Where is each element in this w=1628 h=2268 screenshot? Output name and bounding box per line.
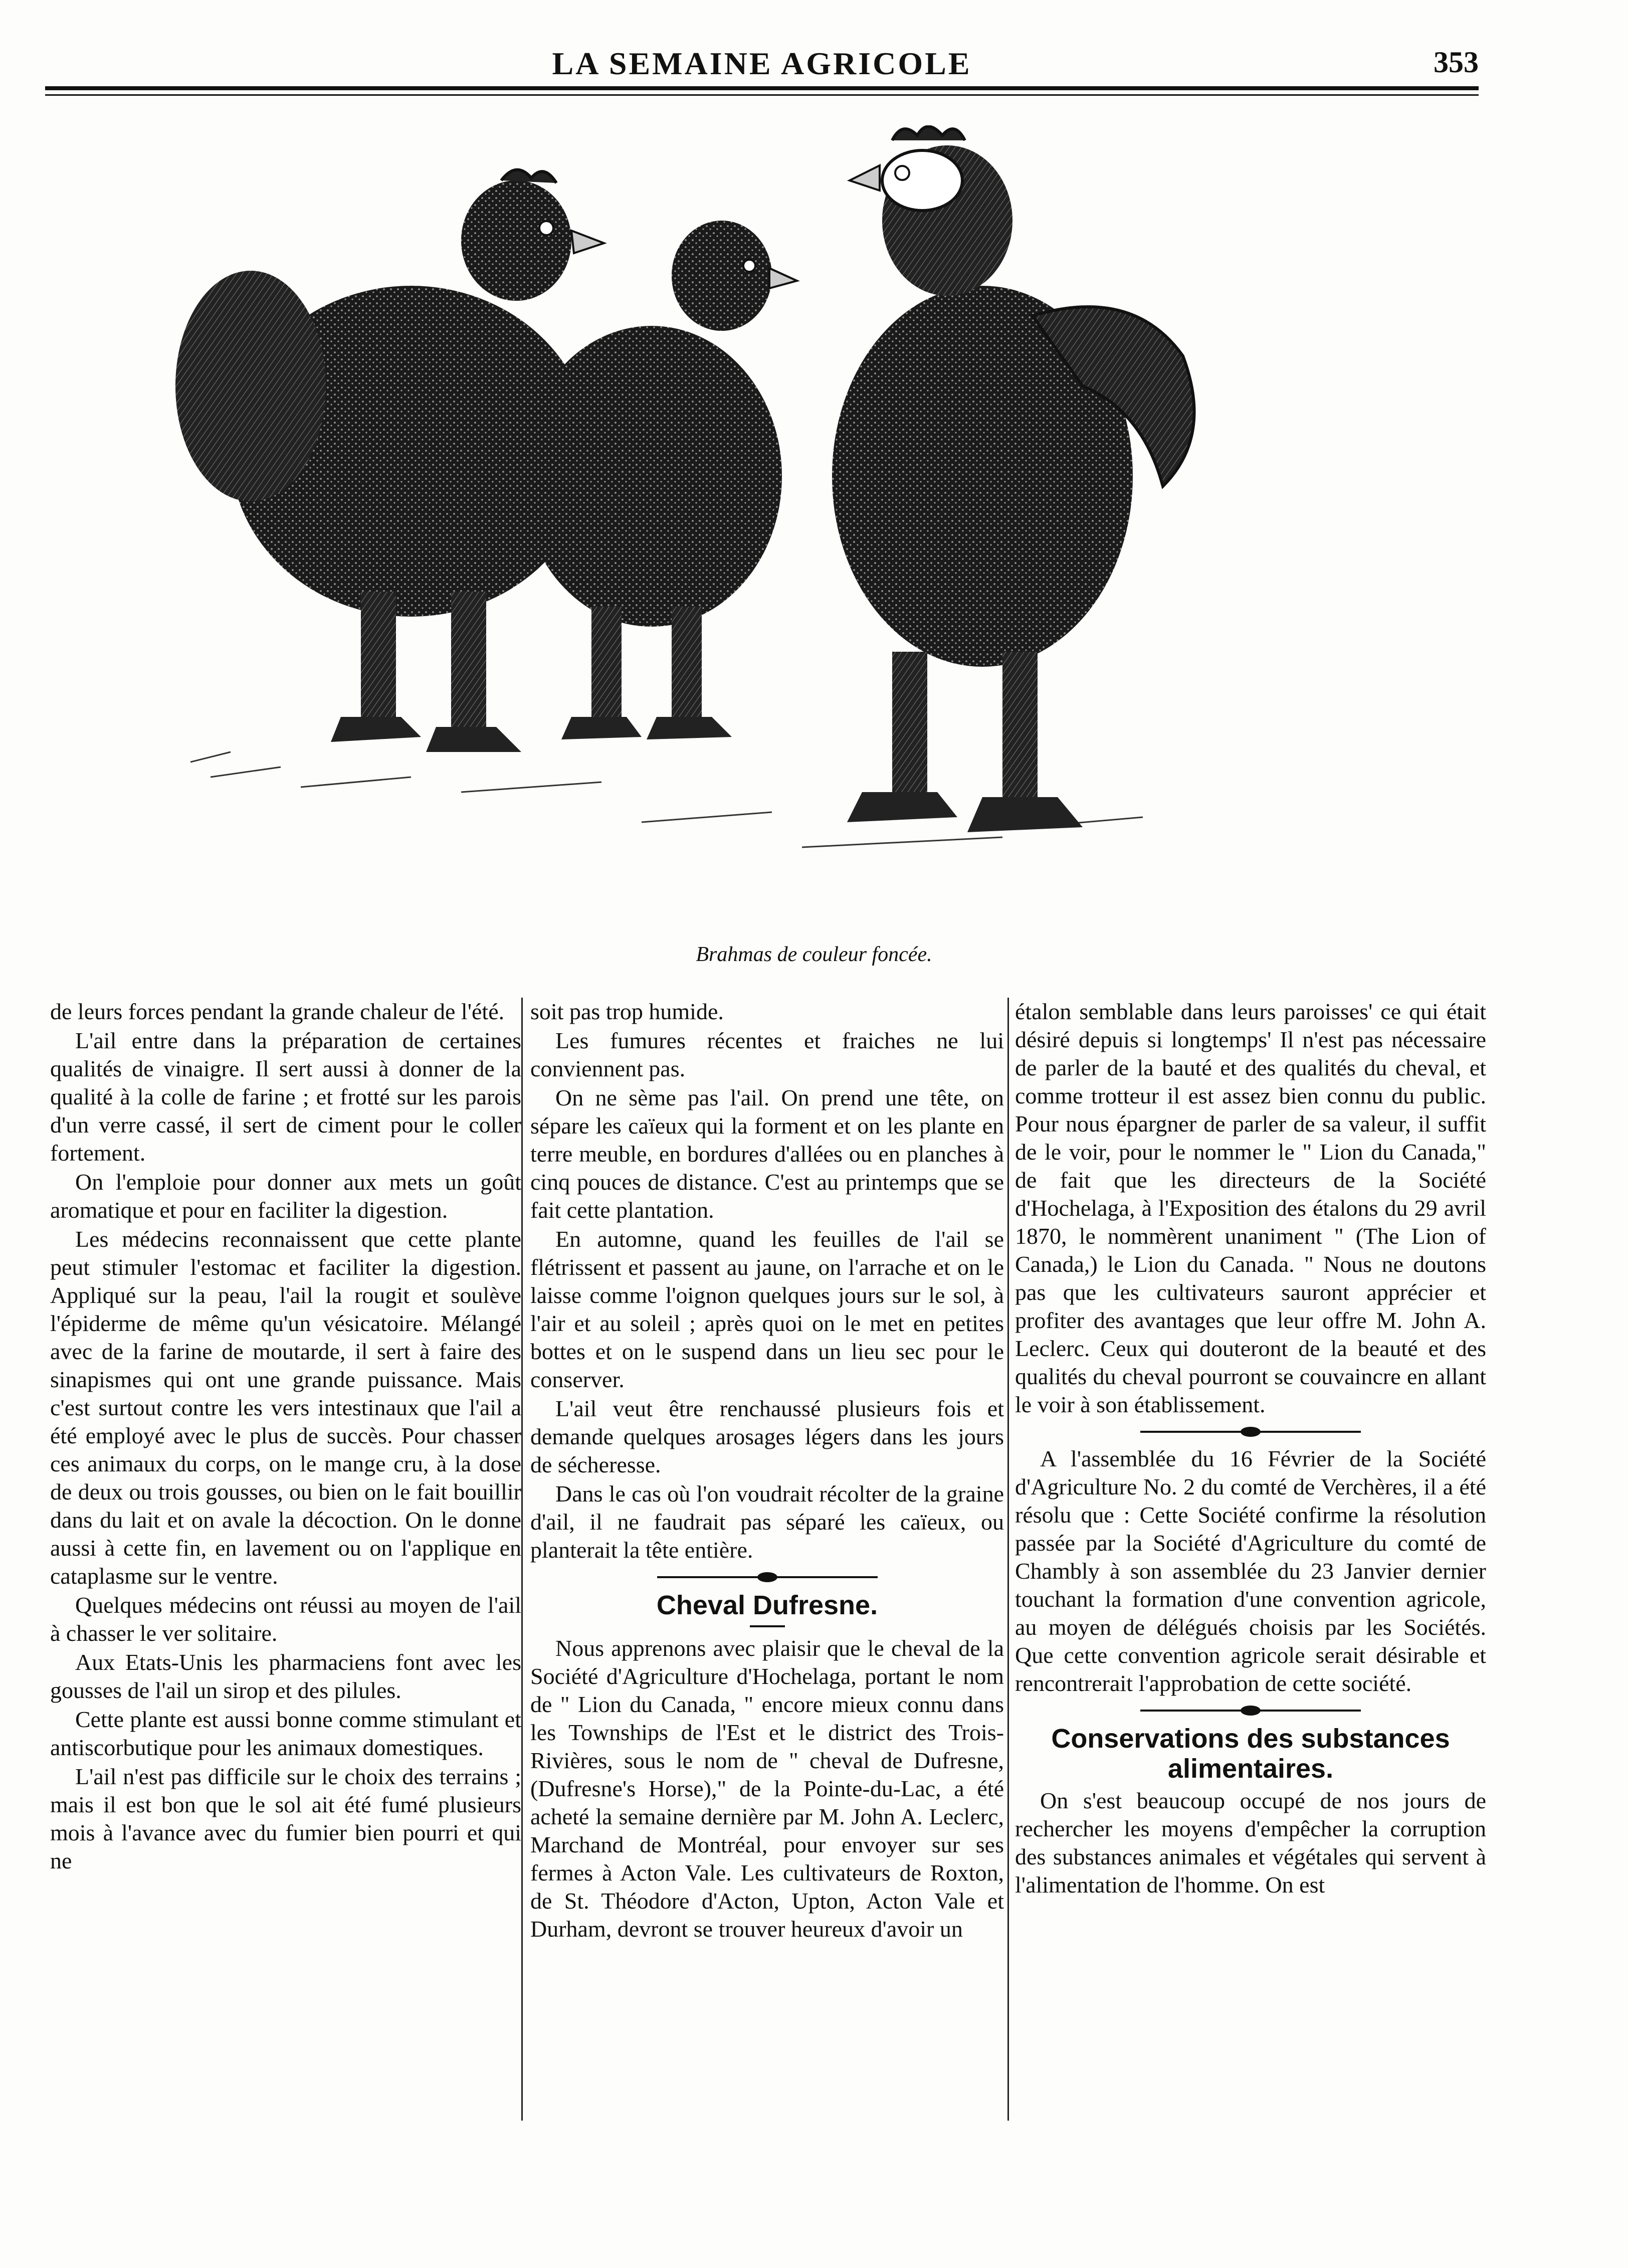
hen-middle xyxy=(521,221,797,739)
header-rule-thin xyxy=(45,94,1479,96)
paragraph: L'ail veut être renchaussé plusieurs fois et demande quelques arosages légers dans les jours de sécheresse. xyxy=(530,1396,1004,1477)
header-rule xyxy=(45,86,1479,90)
article-heading: Cheval Dufresne. xyxy=(656,1590,878,1620)
paragraph: Aux Etats-Unis les pharmaciens font avec les gousses de l'ail un sirop et des pilules. xyxy=(50,1649,521,1703)
paragraph: Nous apprenons avec plaisir que le cheval de la Société d'Agriculture d'Hochelaga, portant le nom de " Lion du Canada, " encore mieux connu dans les Townships de l'Est et le district des Trois-Rivières, sous le nom de " cheval de Dufresne, (Dufresne's Horse)," de la Pointe-du-Lac, a été acheté la semaine dernière par M. John A. Leclerc, Marchand de Montréal, pour envoyer sur ses fermes à Acton Vale. Les cultivateurs de Roxton, de St. Théodore d'Acton, Upton, Acton Vale et Durham, devront se trouver heureux d'avoir un xyxy=(530,1635,1004,1942)
paragraph: En automne, quand les feuilles de l'ail se flétrissent et passent au jaune, on l'arrache et on le laisse comme l'oignon quelques jours sur le sol, à l'air et au soleil ; après quoi on le met en petites bottes et on le suspend dans un lieu sec pour le conserver. xyxy=(530,1226,1004,1392)
column-2 xyxy=(530,998,1004,1944)
paragraph: Les médecins reconnaissent que cette plante peut stimuler l'estomac et faciliter la digestion. Appliqué sur la peau, l'ail la rougit et soulève l'épiderme de même qu'un vésicatoire. Mélangé avec de la farine de moutarde, il sert à faire des sinapismes qui ont une grande puissance. Mais c'est surtout contre les vers intestinaux que l'ail a été employé avec le plus de succès. Pour chasser ces animaux du corps, on le mange cru, à la dose de deux ou trois gousses, ou bien on le fait bouillir dans du lait et on avale la décoction. On le donne aussi à cette fin, en lavement ou on l'applique en cataplasme sur le ventre. xyxy=(50,1226,521,1589)
article-heading: Conservations des substances alimentaires. xyxy=(1051,1724,1450,1784)
paragraph: étalon semblable dans leurs paroisses' ce qui était désiré depuis si longtemps' Il n'est pas nécessaire de parler de la bauté et des qualités du cheval, et comme trotteur il est assez bien connu du public. Pour nous épargner de parler de sa valeur, il suffit de le voir, pour le nommer le " Lion du Canada," de fait que les directeurs de la Société d'Hochelaga, à l'Exposition des étalons du 29 avril 1870, le nommèrent unaniment " (The Lion of Canada,) le Lion du Canada. " Nous ne doutons pas que les cultivateurs sauront apprécier et profiter des avantages que leur offre M. John A. Leclerc. Ceux qui douteront de la beauté et des qualités du cheval pourront se couvaincre en allant le voir à son établissement. xyxy=(1015,999,1486,1417)
section-separator xyxy=(1140,1704,1361,1718)
column-1 xyxy=(50,998,521,1876)
paragraph: On l'emploie pour donner aux mets un goût aromatique et pour en faciliter la digestion. xyxy=(50,1169,521,1223)
column-divider xyxy=(521,998,523,2121)
brahma-chickens-engraving xyxy=(150,125,1228,887)
illustration-caption: Brahmas de couleur foncée. xyxy=(696,943,932,966)
section-separator xyxy=(1140,1425,1361,1439)
journal-title: LA SEMAINE AGRICOLE xyxy=(552,46,972,81)
paragraph: de leurs forces pendant la grande chaleur de l'été. xyxy=(50,999,505,1024)
paragraph: Dans le cas où l'on voudrait récolter de la graine d'ail, il ne faudrait pas séparé les caïeux, ou planterait la tête entière. xyxy=(530,1481,1004,1563)
paragraph: A l'assemblée du 16 Février de la Société d'Agriculture No. 2 du comté de Verchères, il a été résolu que : Cette Société confirme la résolution passée par la Société d'Agriculture du comté de Chambly à son assemblée du 23 Janvier dernier touchant la formation d'une convention agricole, au moyen de délégués choisis par les Sociétés. Que cette convention agricole serait désirable et rencontrerait l'approbation de cette société. xyxy=(1015,1446,1486,1696)
heading-dash xyxy=(750,1625,785,1627)
paragraph: On s'est beaucoup occupé de nos jours de rechercher les moyens d'empêcher la corruption des substances animales et végétales qui servent à l'alimentation de l'homme. On est xyxy=(1015,1788,1486,1898)
page-number: 353 xyxy=(1434,46,1479,79)
section-separator xyxy=(657,1570,878,1584)
paragraph: Quelques médecins ont réussi au moyen de l'ail à chasser le ver solitaire. xyxy=(50,1592,521,1646)
paragraph: soit pas trop humide. xyxy=(530,999,724,1024)
paragraph: On ne sème pas l'ail. On prend une tête, on sépare les caïeux qui la forment et on les plante en terre meuble, en bordures d'allées ou en planches à cinq pouces de distance. C'est au printemps que se fait cette plantation. xyxy=(530,1085,1004,1223)
column-divider xyxy=(1007,998,1009,2121)
column-3 xyxy=(1015,998,1486,1900)
paragraph: L'ail entre dans la préparation de certaines qualités de vinaigre. Il sert aussi à donner de la qualité à la colle de farine ; et frotté sur les parois d'un verre cassé, il sert de ciment pour le coller fortement. xyxy=(50,1028,521,1166)
rooster xyxy=(832,127,1194,833)
paragraph: L'ail n'est pas difficile sur le choix des terrains ; mais il est bon que le sol ait été fumé plusieurs mois à l'avance avec du fumier bien pourri et qui ne xyxy=(50,1764,521,1873)
paragraph: Les fumures récentes et fraiches ne lui conviennent pas. xyxy=(530,1028,1004,1081)
paragraph: Cette plante est aussi bonne comme stimulant et antiscorbutique pour les animaux domestiques. xyxy=(50,1707,521,1760)
